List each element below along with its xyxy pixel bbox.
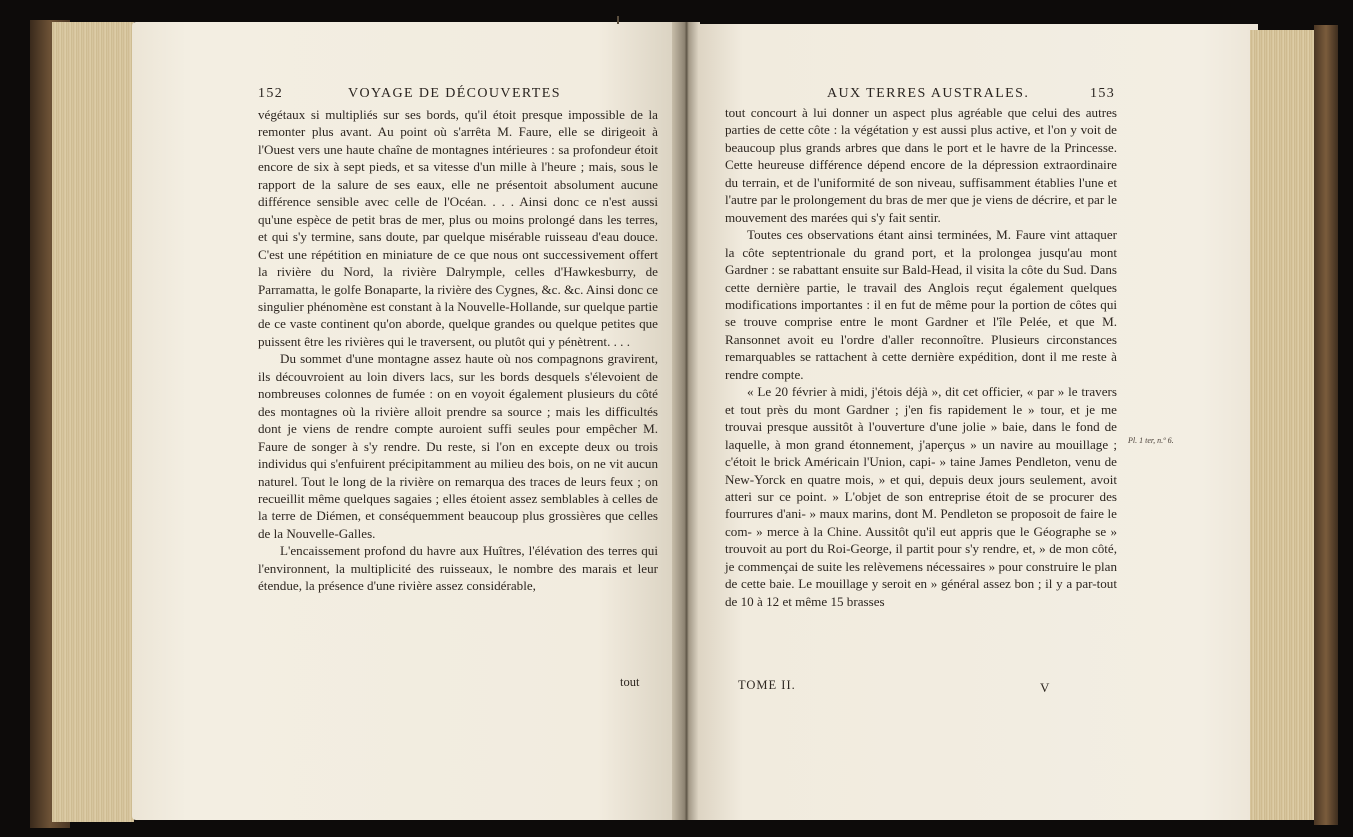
left-catchword: tout <box>620 675 640 689</box>
right-page-number: 153 <box>1090 86 1116 101</box>
right-page-text <box>725 104 1117 610</box>
left-page-number: 152 <box>258 86 284 101</box>
ribbon-mark <box>617 16 619 24</box>
left-paragraph-1: végétaux si multipliés sur ses bords, qu'il étoit presque impossible de la remonter plus avant. Au point où s'arrêta M. Faure, elle se dirigeoit à l'Ouest vers une haute chaîne de montagnes intérieures : sa profondeur étoit encore de six à sept pieds, et sa vitesse d'un mille à l'heure ; mais, sous le rapport de la salure de ses eaux, elle ne présentoit absolument aucune différence sensible avec celle de l'Océan. . . . Ainsi donc ce n'est aussi qu'une espèce de petit bras de mer, plus ou moins prolongé dans les terres, et qui s'y termine, sans doute, par quelque misérable ruisseau d'eau douce. C'est une répétition en miniature de ce que nous ont successivement offert la rivière du Nord, la rivière Dalrymple, celles d'Hawkesburry, de Parramatta, le golfe Bonaparte, la rivière des Cygnes, &c. &c. Ainsi donc ce singulier phénomène est constant à la Nouvelle-Hollande, sur quelque partie de ce vaste continent qu'on aborde, quelque grandes ou quelque petites que puissent être les rivières qui le traversent, ou plutôt qui y pénètrent. . . . <box>258 107 658 349</box>
right-running-head: AUX TERRES AUSTRALES. <box>827 86 1030 101</box>
volume-signature: TOME II. <box>738 678 796 692</box>
right-paragraph-3: « Le 20 février à midi, j'étois déjà », dit cet officier, « par » le travers et tout près du mont Gardner ; j'en fis rapidement le » tour, et je me trouvai presque aussitôt à l'ouverture d'une jolie » baie, dans le fond de laquelle, à mon grand étonnement, j'aperçus » un navire au mouillage ; c'étoit le brick Américain l'Union, capi- » taine James Pendleton, venu de New-Yorck en quatre mois, » et qui, depuis deux jours seulement, avoit atteri sur ce point. » L'objet de son entreprise étoit de se procurer des fourrures d'ani- » maux marins, dont M. Pendleton se proposoit de faire le com- » merce à la Chine. Aussitôt qu'il eut appris que le Géographe se » trouvoit au port du Roi-George, il partit pour s'y rendre, et, » de mon côté, je commençai de suite les relèvemens nécessaires » pour construire le plan de cette baie. Le mouillage y seroit en » général assez bon ; il y a par-tout de 10 à 12 et même 15 brasses <box>725 384 1117 609</box>
signature-mark: V <box>1040 680 1050 695</box>
right-cover <box>1314 25 1338 825</box>
left-page-text <box>258 106 658 595</box>
left-paragraph-3: L'encaissement profond du havre aux Huîtres, l'élévation des terres qui l'environnent, la multiplicité des ruisseaux, le nombre des marais et leur étendue, la présence d'une rivière assez considérable, <box>258 543 658 594</box>
left-running-head: VOYAGE DE DÉCOUVERTES <box>348 86 561 101</box>
left-paragraph-2: Du sommet d'une montagne assez haute où nos compagnons gravirent, ils découvroient au loin divers lacs, sur les bords desquels s'élevoient de nombreuses colonnes de fumée : on en voyoit également plusieurs du côté des montagnes où la rivière alloit prendre sa source ; mais les difficultés dont je viens de rendre compte auroient suffi seules pour empêcher M. Faure de songer à s'y rendre. Du reste, si l'on en excepte deux ou trois individus qui s'enfuirent précipitamment au milieu des bois, on ne vit aucun naturel. Tout le long de la rivière on remarqua des traces de leurs feux ; on recueillit même quelques sagaies ; elles étoient assez semblables à celles de la terre de Diémen, et conséquemment beaucoup plus grossières que celles de la Nouvelle-Galles. <box>258 351 658 541</box>
right-paragraph-2: Toutes ces observations étant ainsi terminées, M. Faure vint attaquer la côte septentrionale du grand port, et la prolongea jusqu'au mont Gardner : se rabattant ensuite sur Bald-Head, il visita la côte du Sud. Dans cette dernière partie, le travail des Anglois reçut également quelques modifications importantes : il en fut de même pour la portion de côtes qui se trouve comprise entre le mont Gardner et l'île Pelée, et que M. Ransonnet avoit eu l'ordre d'aller reconnoître. Plusieurs circonstances remarquables se rattachent à cette dernière expédition, dont il me reste à rendre compte. <box>725 227 1117 382</box>
plate-margin-note: Pl. 1 ter, n.º 6. <box>1128 436 1174 445</box>
right-page-edges <box>1250 30 1322 820</box>
left-page-edges <box>52 22 134 822</box>
book-gutter <box>672 22 700 820</box>
right-paragraph-1: tout concourt à lui donner un aspect plus agréable que celui des autres parties de cette côte : la végétation y est aussi plus active, et l'on y voit de beaucoup plus grands arbres que dans le port et le havre de la Princesse. Cette heureuse différence dépend encore de la dépression extraordinaire du terrain, et de l'uniformité de son niveau, suffisamment établies l'une et l'autre par le prolongement du bras de mer que je viens de décrire, et par le mouvement des marées qui s'y fait sentir. <box>725 105 1117 225</box>
